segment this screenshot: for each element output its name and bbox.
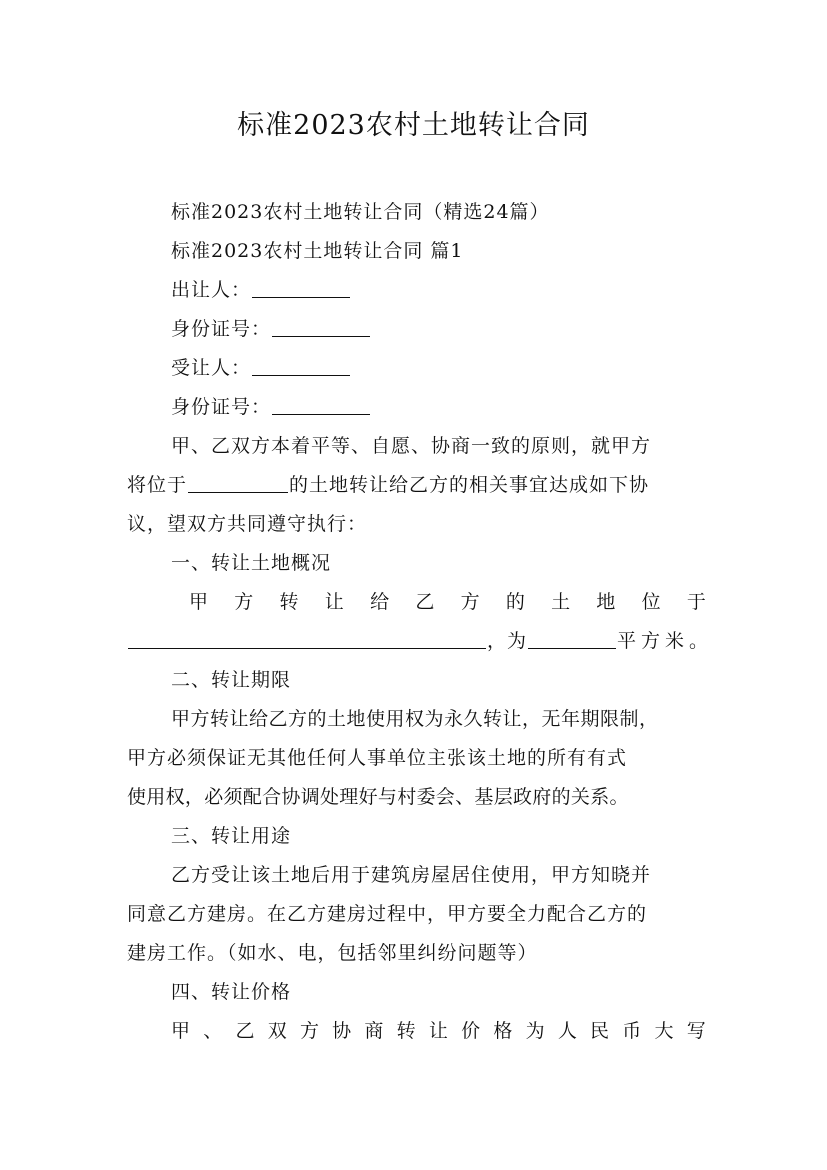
- assignor-blank: [252, 296, 350, 298]
- clause1-line-1-char: 方: [460, 591, 481, 613]
- clause4-line-1-char: 、: [203, 1020, 224, 1042]
- clause4-line-1-char: 双: [267, 1020, 288, 1042]
- document-subtitle: 标准2023农村土地转让合同（精选24篇）: [171, 201, 550, 223]
- clause1-line-1-char: 地: [596, 591, 617, 613]
- clause3-line-1: 乙方受让该土地后用于建筑房屋居住使用，甲方知晓并: [171, 864, 652, 886]
- assignee-id-blank: [272, 413, 370, 415]
- clause4-line-1-char: 币: [622, 1020, 643, 1042]
- clause1-line-1-char: 土: [551, 591, 572, 613]
- clause4-line-1-char: 商: [364, 1020, 385, 1042]
- clause4-line-1-char: 写: [686, 1020, 707, 1042]
- clause3-heading: 三、转让用途: [171, 825, 292, 847]
- clause4-line-1-char: 格: [493, 1020, 514, 1042]
- intro-line-3: 议，望双方共同遵守执行：: [127, 513, 368, 535]
- assignor-line: [127, 271, 707, 310]
- clause1-line-1-char: 的: [505, 591, 526, 613]
- intro-line-1: 甲、乙双方本着平等、自愿、协商一致的原则，就甲方: [171, 435, 652, 457]
- assignee-id-line: [127, 388, 707, 427]
- intro-line-2: [127, 466, 707, 505]
- clause1-line-1-char: 方: [234, 591, 255, 613]
- assignor-id-line: [127, 310, 707, 349]
- intro-line-2-suffix: 的土地转让给乙方的相关事宜达成如下协: [289, 474, 650, 496]
- clause1-line-1-char: 给: [370, 591, 391, 613]
- clause1-line-2: [127, 622, 714, 661]
- clause4-line-1-char: 转: [396, 1020, 417, 1042]
- clause4-line-1-char: 乙: [235, 1020, 256, 1042]
- assignor-id-label: 身份证号：: [171, 318, 272, 340]
- section-heading: 标准2023农村土地转让合同 篇1: [171, 240, 464, 262]
- assignee-label: 受让人：: [171, 357, 252, 379]
- assignee-id-label: 身份证号：: [171, 396, 272, 418]
- intro-line-2-prefix: 将位于: [127, 474, 188, 496]
- clause4-line-1-char: 方: [299, 1020, 320, 1042]
- clause1-line-1: [127, 583, 707, 622]
- clause1-heading: 一、转让土地概况: [171, 552, 332, 574]
- clause2-line-2: 甲方必须保证无其他任何人事单位主张该土地的所有有式: [127, 747, 628, 769]
- clause1-line-1-char: 于: [686, 591, 707, 613]
- clause4-line-1-char: 让: [428, 1020, 449, 1042]
- clause2-line-1: 甲方转让给乙方的土地使用权为永久转让，无年期限制，: [171, 708, 659, 730]
- clause3-line-3: 建房工作。（如水、电，包括邻里纠纷问题等）: [127, 942, 538, 964]
- document-title: 标准2023农村土地转让合同: [237, 110, 590, 141]
- clause4-heading: 四、转让价格: [171, 981, 292, 1003]
- clause1-line-1-char: 甲: [189, 591, 210, 613]
- clause3-line-2: 同意乙方建房。在乙方建房过程中，甲方要全力配合乙方的: [127, 903, 648, 925]
- area-blank: [528, 647, 616, 649]
- clause2-line-3: 使用权，必须配合协调处理好与村委会、基层政府的关系。: [127, 786, 629, 808]
- clause4-line-1-char: 人: [557, 1020, 578, 1042]
- clause4-line-1-char: 民: [590, 1020, 611, 1042]
- document-body: [127, 193, 714, 1051]
- clause1-line-2-end: 平方米。: [617, 630, 714, 652]
- location-blank: [188, 491, 288, 493]
- clause1-line-1-char: 转: [279, 591, 300, 613]
- clause4-line-1-char: 甲: [171, 1020, 192, 1042]
- clause1-line-1-char: 位: [641, 591, 662, 613]
- clause4-line-1-char: 协: [332, 1020, 353, 1042]
- clause4-line-1-char: 价: [461, 1020, 482, 1042]
- clause1-line-2-mid: ，为: [487, 630, 528, 652]
- assignor-label: 出让人：: [171, 279, 252, 301]
- clause4-line-1: [127, 1012, 707, 1051]
- clause1-line-1-char: 让: [324, 591, 345, 613]
- clause4-line-1-char: 为: [525, 1020, 546, 1042]
- assignee-line: [127, 349, 707, 388]
- clause2-heading: 二、转让期限: [171, 669, 292, 691]
- clause1-line-1-char: 乙: [415, 591, 436, 613]
- assignee-blank: [252, 374, 350, 376]
- clause4-line-1-char: 大: [654, 1020, 675, 1042]
- land-location-blank: [128, 647, 486, 649]
- assignor-id-blank: [272, 335, 370, 337]
